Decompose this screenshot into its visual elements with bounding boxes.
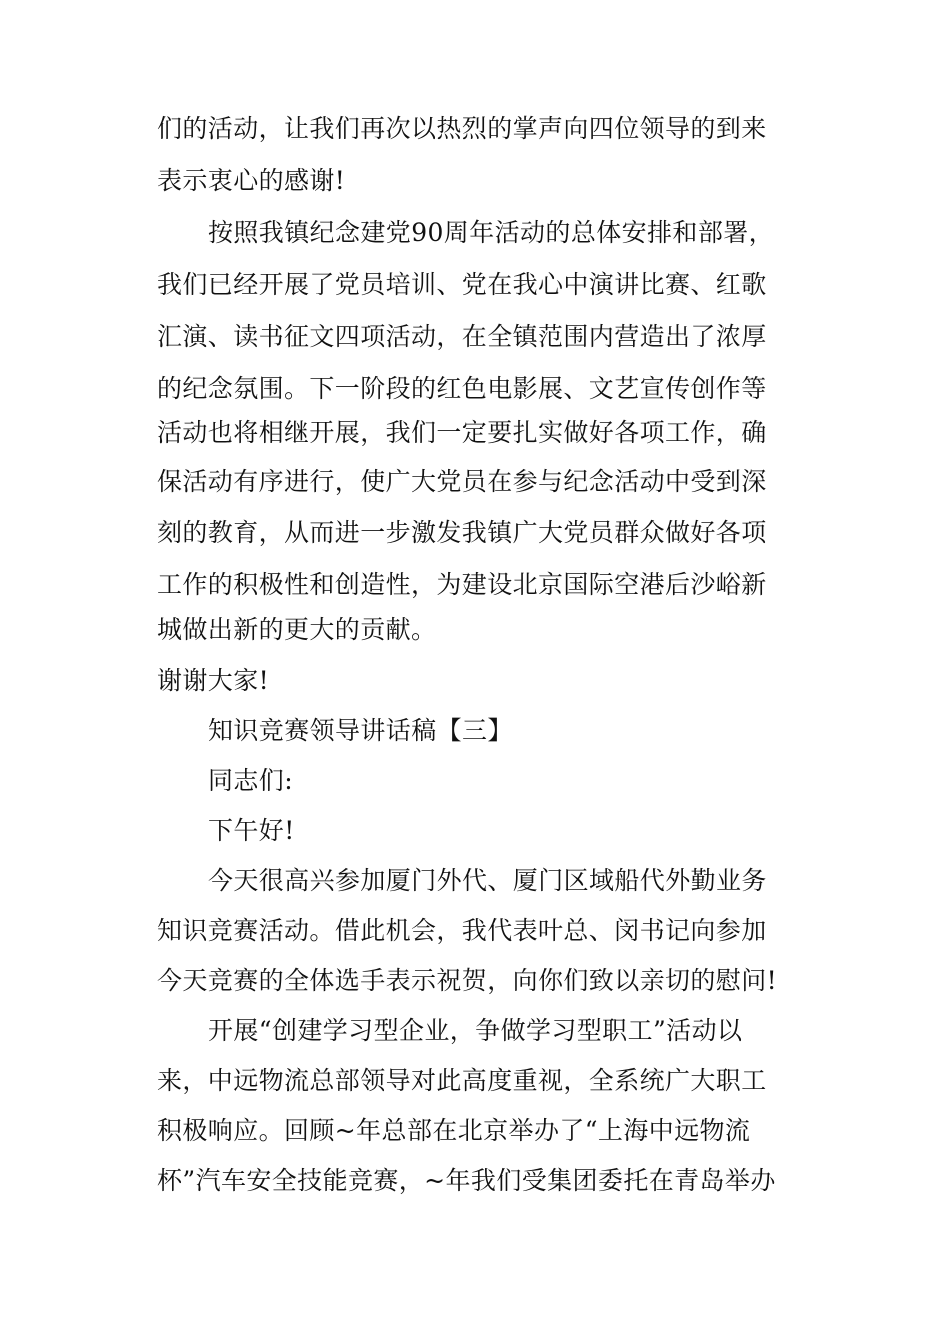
paragraph-line: 的纪念氛围。下一阶段的红色电影展、文艺宣传创作等 [157,374,767,403]
paragraph-line: 工作的积极性和创造性，为建设北京国际空港后沙峪新 [157,570,767,599]
paragraph-line: 杯”汽车安全技能竞赛，~年我们受集团委托在青岛举办 [157,1166,776,1195]
greeting: 下午好! [208,816,295,845]
paragraph-line: 我们已经开展了党员培训、党在我心中演讲比赛、红歌 [157,270,767,299]
paragraph-line: 积极响应。回顾~年总部在北京举办了“上海中远物流 [157,1116,751,1145]
paragraph-line: 按照我镇纪念建党90周年活动的总体安排和部署， [208,218,775,247]
paragraph-line: 活动也将相继开展，我们一定要扎实做好各项工作，确 [157,418,767,447]
paragraph-line: 今天很高兴参加厦门外代、厦门区域船代外勤业务 [208,866,767,895]
paragraph-line: 知识竞赛活动。借此机会，我代表叶总、闵书记向参加 [157,916,767,945]
section-title: 知识竞赛领导讲话稿【三】 [208,716,513,745]
paragraph-line: 汇演、读书征文四项活动，在全镇范围内营造出了浓厚 [157,322,767,351]
paragraph-line: 来，中远物流总部领导对此高度重视，全系统广大职工 [157,1066,767,1095]
salutation: 同志们: [208,766,294,795]
paragraph-line: 开展“创建学习型企业，争做学习型职工”活动以 [208,1016,743,1045]
paragraph-line: 今天竞赛的全体选手表示祝贺，向你们致以亲切的慰问! [157,966,778,995]
closing-line: 谢谢大家! [157,666,270,695]
paragraph-line: 保活动有序进行，使广大党员在参与纪念活动中受到深 [157,467,767,496]
paragraph-line: 刻的教育，从而进一步激发我镇广大党员群众做好各项 [157,518,767,547]
paragraph-line: 城做出新的更大的贡献。 [157,615,437,644]
paragraph-line: 们的活动，让我们再次以热烈的掌声向四位领导的到来 [157,114,767,143]
paragraph-line: 表示衷心的感谢! [157,166,346,195]
